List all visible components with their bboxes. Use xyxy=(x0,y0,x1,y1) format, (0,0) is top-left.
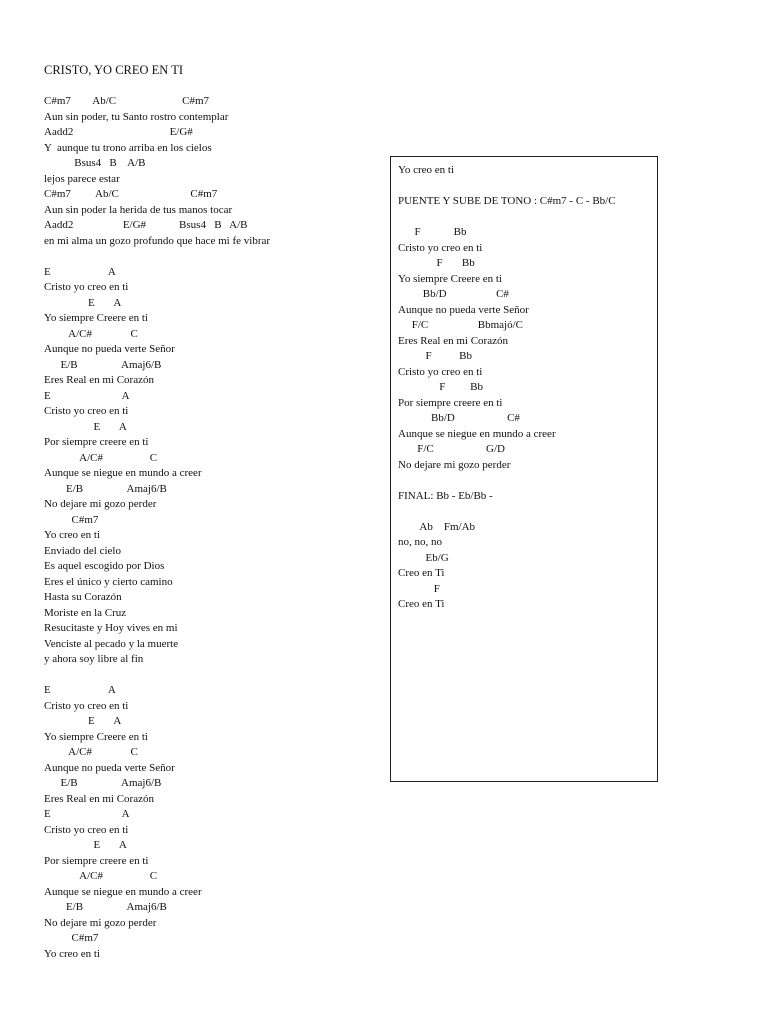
lyric-line: Cristo yo creo en ti xyxy=(44,281,129,293)
lyric-line: no, no, no xyxy=(398,536,442,548)
lyric-line: C#m7 xyxy=(44,932,99,944)
lyric-line: Moriste en la Cruz xyxy=(44,606,127,619)
lyric-line xyxy=(44,668,270,684)
lyric-line: A/C# C xyxy=(44,870,158,882)
lyric-line xyxy=(398,504,616,520)
lyric-line: Por siempre creere en ti xyxy=(44,854,149,867)
song-title: CRISTO, YO CREO EN TI xyxy=(44,63,184,77)
lyric-line: E/B Amaj6/B xyxy=(44,482,167,495)
lyric-line: Eb/G xyxy=(398,551,449,564)
lyric-line: Resucitaste y Hoy vives en mi xyxy=(44,622,178,634)
lyric-line: Por siempre creere en ti xyxy=(44,436,149,448)
lyric-line: Yo creo en ti xyxy=(398,164,455,176)
lyric-line: Aunque se niegue en mundo a creer xyxy=(44,467,202,479)
lyric-line: A/C# C xyxy=(44,327,138,340)
bridge-box xyxy=(390,156,658,782)
lyric-line: Cristo yo creo en ti xyxy=(44,405,129,417)
lyric-line: C#m7 Ab/C C#m7 xyxy=(44,95,210,107)
lyric-line: Ab Fm/Ab xyxy=(398,520,476,533)
lyric-line: C#m7 Ab/C C#m7 xyxy=(44,188,218,200)
lyric-line: en mi alma un gozo profundo que hace mi fe vibrar xyxy=(44,234,271,247)
lyric-line: FINAL: Bb - Eb/Bb - xyxy=(398,489,493,502)
lyric-line: E A xyxy=(44,715,122,727)
lyric-line: E/B Amaj6/B xyxy=(44,777,162,789)
lyric-line: Yo siempre Creere en ti xyxy=(398,272,502,285)
lyric-line: F Bb xyxy=(398,257,475,269)
lyric-line: No dejare mi gozo perder xyxy=(44,498,157,510)
lyric-line: Yo siempre Creere en ti xyxy=(44,730,148,743)
lyric-line: Y aunque tu trono arriba en los cielos xyxy=(44,141,212,154)
lyric-line: E/B Amaj6/B xyxy=(44,901,167,913)
lyric-line: y ahora soy libre al fin xyxy=(44,653,144,665)
lyric-line: Aadd2 E/G# xyxy=(44,126,193,138)
lyric-line: Eres el único y cierto camino xyxy=(44,575,173,588)
lyric-line: A/C# C xyxy=(44,451,158,464)
lyric-line: No dejare mi gozo perder xyxy=(44,916,157,929)
lyric-line: F xyxy=(398,582,440,595)
lyric-line: E A xyxy=(44,265,116,278)
lyric-line: Creo en Ti xyxy=(398,567,445,579)
lyric-line: Yo creo en ti xyxy=(44,947,101,960)
lyric-line: F/C G/D xyxy=(398,443,505,455)
lyric-line: Eres Real en mi Corazón xyxy=(44,792,154,805)
lyric-line: Enviado del cielo xyxy=(44,544,121,557)
lyric-line: No dejare mi gozo perder xyxy=(398,458,511,471)
lyric-line: Aun sin poder la herida de tus manos tocar xyxy=(44,203,233,216)
lyric-line: Aun sin poder, tu Santo rostro contemplar xyxy=(44,110,229,123)
lyric-line xyxy=(398,179,616,195)
lyric-line: Yo creo en ti xyxy=(44,529,101,541)
lyric-line: Por siempre creere en ti xyxy=(398,396,503,409)
lyric-line: Eres Real en mi Corazón xyxy=(44,374,154,386)
lyric-line: F Bb xyxy=(398,226,467,238)
lyric-line: Cristo yo creo en ti xyxy=(44,823,129,836)
lyric-line: E A xyxy=(44,839,127,851)
lyric-line: Bsus4 B A/B xyxy=(44,157,146,169)
lyric-line: Aunque se niegue en mundo a creer xyxy=(398,427,556,440)
lyric-line: E A xyxy=(44,684,116,696)
lyric-line: Aunque no pueda verte Señor xyxy=(398,303,529,316)
lyric-line: lejos parece estar xyxy=(44,172,120,185)
lyric-line: Cristo yo creo en ti xyxy=(398,365,483,378)
lyric-line xyxy=(398,473,616,489)
lyric-line: Hasta su Corazón xyxy=(44,591,122,603)
lyric-line: E A xyxy=(44,808,130,820)
lyric-line: E/B Amaj6/B xyxy=(44,358,162,371)
lyric-line: Venciste al pecado y la muerte xyxy=(44,637,179,650)
lyric-line: Cristo yo creo en ti xyxy=(398,241,483,254)
lyric-line: Yo siempre Creere en ti xyxy=(44,312,148,324)
lyric-line: Bb/D C# xyxy=(398,412,520,424)
lyric-line: Bb/D C# xyxy=(398,288,509,300)
lyric-line: C#m7 xyxy=(44,513,99,526)
lyric-line: F Bb xyxy=(398,381,483,393)
lyric-line: Eres Real en mi Corazón xyxy=(398,334,508,347)
lyric-line: E A xyxy=(44,296,122,309)
lyric-line: Es aquel escogido por Dios xyxy=(44,560,165,572)
lyrics-right-column xyxy=(398,163,616,613)
lyric-line: Creo en Ti xyxy=(398,598,445,610)
lyric-line: Aunque no pueda verte Señor xyxy=(44,343,175,355)
lyric-line: Aunque se niegue en mundo a creer xyxy=(44,885,202,898)
lyric-line: F Bb xyxy=(398,350,472,362)
lyric-line xyxy=(398,210,616,226)
lyric-line: E A xyxy=(44,420,127,433)
lyrics-left-column xyxy=(44,94,270,962)
lyric-line: F/C Bbmajó/C xyxy=(398,319,523,331)
lyric-line: PUENTE Y SUBE DE TONO : C#m7 - C - Bb/C xyxy=(398,195,616,207)
lyric-line: Aunque no pueda verte Señor xyxy=(44,761,175,774)
lyric-line: Cristo yo creo en ti xyxy=(44,699,129,712)
lyric-line: A/C# C xyxy=(44,746,138,758)
lyric-line: E A xyxy=(44,389,130,402)
lyric-line xyxy=(44,249,270,265)
lyric-line: Aadd2 E/G# Bsus4 B A/B xyxy=(44,219,248,231)
